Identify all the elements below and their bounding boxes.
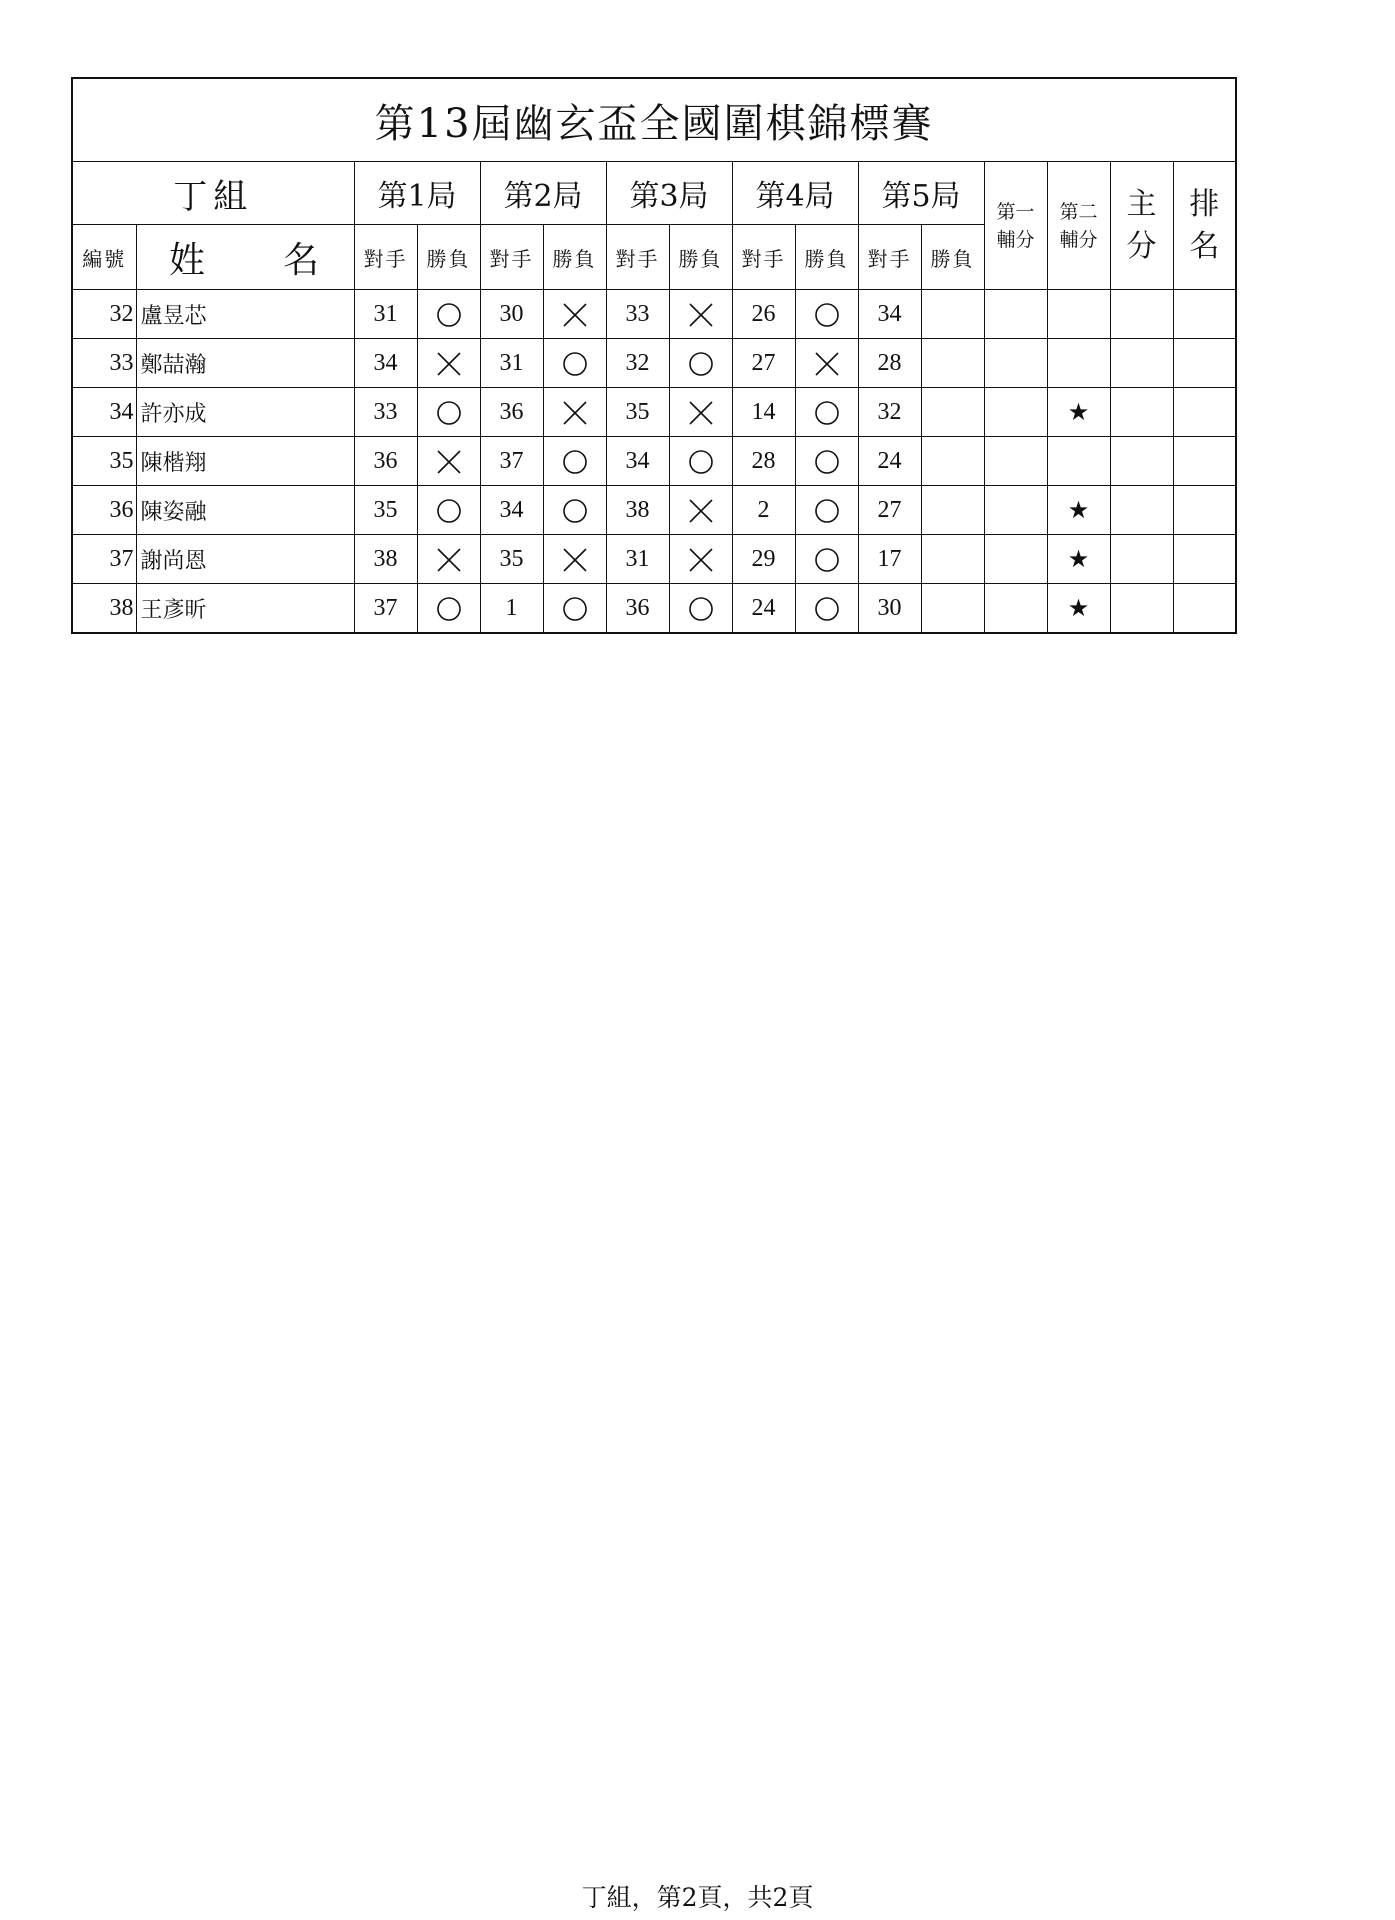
opponent-number: 35 [480, 535, 543, 584]
opponent-number: 34 [354, 339, 417, 388]
aux2-line2: 輔分 [1059, 228, 1098, 251]
opponent-number: 2 [732, 486, 795, 535]
r3-result-header: 勝負 [669, 225, 732, 290]
opponent-number: 30 [858, 584, 921, 634]
loss-cross-icon [543, 290, 606, 339]
player-number: 38 [72, 584, 136, 634]
aux1-cell [984, 437, 1047, 486]
result-cell [921, 339, 984, 388]
rank-cell [1173, 437, 1236, 486]
aux2-line1: 第二 [1059, 200, 1098, 223]
main-score-cell [1110, 535, 1173, 584]
rank-cell [1173, 290, 1236, 339]
win-circle-icon [795, 388, 858, 437]
win-circle-icon [669, 437, 732, 486]
opponent-number: 26 [732, 290, 795, 339]
opponent-number: 34 [606, 437, 669, 486]
player-number: 34 [72, 388, 136, 437]
opponent-number: 35 [354, 486, 417, 535]
opponent-number: 36 [606, 584, 669, 634]
result-cell [921, 437, 984, 486]
player-name: 盧昱芯 [136, 290, 354, 339]
standings-table [71, 77, 1237, 634]
r5-result-header: 勝負 [921, 225, 984, 290]
opponent-number: 29 [732, 535, 795, 584]
opponent-number: 33 [354, 388, 417, 437]
number-header: 編號 [72, 225, 136, 290]
star-icon: ★ [1047, 535, 1110, 584]
main-score-line1: 主 [1126, 186, 1157, 222]
player-name: 陳楷翔 [136, 437, 354, 486]
r2-opponent-header: 對手 [480, 225, 543, 290]
rank-cell [1173, 584, 1236, 634]
round-5-header: 第5局 [858, 162, 984, 225]
round-1-header: 第1局 [354, 162, 480, 225]
loss-cross-icon [543, 535, 606, 584]
aux1-cell [984, 584, 1047, 634]
player-number: 33 [72, 339, 136, 388]
win-circle-icon [795, 535, 858, 584]
main-score-cell [1110, 290, 1173, 339]
aux1-line1: 第一 [996, 200, 1035, 223]
win-circle-icon [669, 339, 732, 388]
r5-opponent-header: 對手 [858, 225, 921, 290]
win-circle-icon [795, 290, 858, 339]
opponent-number: 34 [480, 486, 543, 535]
opponent-number: 17 [858, 535, 921, 584]
opponent-number: 37 [480, 437, 543, 486]
aux1-cell [984, 339, 1047, 388]
win-circle-icon [795, 584, 858, 634]
loss-cross-icon [543, 388, 606, 437]
opponent-number: 30 [480, 290, 543, 339]
loss-cross-icon [669, 290, 732, 339]
result-cell [921, 290, 984, 339]
aux2-cell [1047, 437, 1110, 486]
round-3-header: 第3局 [606, 162, 732, 225]
aux1-cell [984, 486, 1047, 535]
table-row [72, 535, 1236, 584]
star-icon: ★ [1047, 486, 1110, 535]
loss-cross-icon [417, 535, 480, 584]
opponent-number: 27 [858, 486, 921, 535]
opponent-number: 38 [606, 486, 669, 535]
rank-header [1173, 162, 1236, 290]
star-icon: ★ [1047, 584, 1110, 634]
opponent-number: 36 [354, 437, 417, 486]
opponent-number: 32 [606, 339, 669, 388]
r4-result-header: 勝負 [795, 225, 858, 290]
player-name: 王彥昕 [136, 584, 354, 634]
main-score-cell [1110, 486, 1173, 535]
main-score-cell [1110, 584, 1173, 634]
aux2-cell [1047, 290, 1110, 339]
player-number: 36 [72, 486, 136, 535]
opponent-number: 38 [354, 535, 417, 584]
loss-cross-icon [669, 486, 732, 535]
loss-cross-icon [669, 388, 732, 437]
win-circle-icon [417, 584, 480, 634]
result-cell [921, 486, 984, 535]
loss-cross-icon [795, 339, 858, 388]
win-circle-icon [669, 584, 732, 634]
result-cell [921, 388, 984, 437]
r2-result-header: 勝負 [543, 225, 606, 290]
loss-cross-icon [417, 339, 480, 388]
rank-cell [1173, 388, 1236, 437]
main-score-line2: 分 [1126, 228, 1157, 264]
r3-opponent-header: 對手 [606, 225, 669, 290]
opponent-number: 31 [354, 290, 417, 339]
opponent-number: 37 [354, 584, 417, 634]
win-circle-icon [543, 486, 606, 535]
aux1-header [984, 162, 1047, 290]
win-circle-icon [795, 437, 858, 486]
opponent-number: 24 [858, 437, 921, 486]
win-circle-icon [795, 486, 858, 535]
table-row [72, 290, 1236, 339]
main-score-cell [1110, 437, 1173, 486]
opponent-number: 27 [732, 339, 795, 388]
table-row [72, 437, 1236, 486]
opponent-number: 14 [732, 388, 795, 437]
aux2-cell [1047, 339, 1110, 388]
result-cell [921, 584, 984, 634]
player-name: 鄭喆瀚 [136, 339, 354, 388]
rank-cell [1173, 486, 1236, 535]
r4-opponent-header: 對手 [732, 225, 795, 290]
name-header: 姓 名 [136, 225, 354, 290]
aux1-line2: 輔分 [996, 228, 1035, 251]
opponent-number: 28 [732, 437, 795, 486]
aux1-cell [984, 290, 1047, 339]
opponent-number: 31 [480, 339, 543, 388]
opponent-number: 33 [606, 290, 669, 339]
player-name: 許亦成 [136, 388, 354, 437]
table-row [72, 388, 1236, 437]
rank-line2: 名 [1189, 228, 1220, 264]
win-circle-icon [417, 290, 480, 339]
player-name: 謝尚恩 [136, 535, 354, 584]
opponent-number: 36 [480, 388, 543, 437]
table-row [72, 486, 1236, 535]
table-row [72, 584, 1236, 634]
win-circle-icon [543, 437, 606, 486]
opponent-number: 24 [732, 584, 795, 634]
rank-line1: 排 [1189, 186, 1220, 222]
win-circle-icon [417, 486, 480, 535]
r1-result-header: 勝負 [417, 225, 480, 290]
player-number: 32 [72, 290, 136, 339]
main-score-cell [1110, 339, 1173, 388]
win-circle-icon [543, 339, 606, 388]
round-4-header: 第4局 [732, 162, 858, 225]
opponent-number: 28 [858, 339, 921, 388]
player-number: 35 [72, 437, 136, 486]
main-score-header [1110, 162, 1173, 290]
opponent-number: 31 [606, 535, 669, 584]
result-cell [921, 535, 984, 584]
player-number: 37 [72, 535, 136, 584]
win-circle-icon [417, 388, 480, 437]
group-label: 丁組 [72, 162, 354, 225]
loss-cross-icon [669, 535, 732, 584]
rank-cell [1173, 535, 1236, 584]
opponent-number: 1 [480, 584, 543, 634]
aux2-header [1047, 162, 1110, 290]
aux1-cell [984, 388, 1047, 437]
loss-cross-icon [417, 437, 480, 486]
main-score-cell [1110, 388, 1173, 437]
star-icon: ★ [1047, 388, 1110, 437]
win-circle-icon [543, 584, 606, 634]
round-2-header: 第2局 [480, 162, 606, 225]
table-row [72, 339, 1236, 388]
document-title: 第13屆幽玄盃全國圍棋錦標賽 [72, 78, 1236, 162]
rank-cell [1173, 339, 1236, 388]
opponent-number: 34 [858, 290, 921, 339]
player-name: 陳姿融 [136, 486, 354, 535]
page-footer: 丁組，第2頁，共2頁 [581, 1883, 814, 1912]
r1-opponent-header: 對手 [354, 225, 417, 290]
opponent-number: 35 [606, 388, 669, 437]
opponent-number: 32 [858, 388, 921, 437]
aux1-cell [984, 535, 1047, 584]
